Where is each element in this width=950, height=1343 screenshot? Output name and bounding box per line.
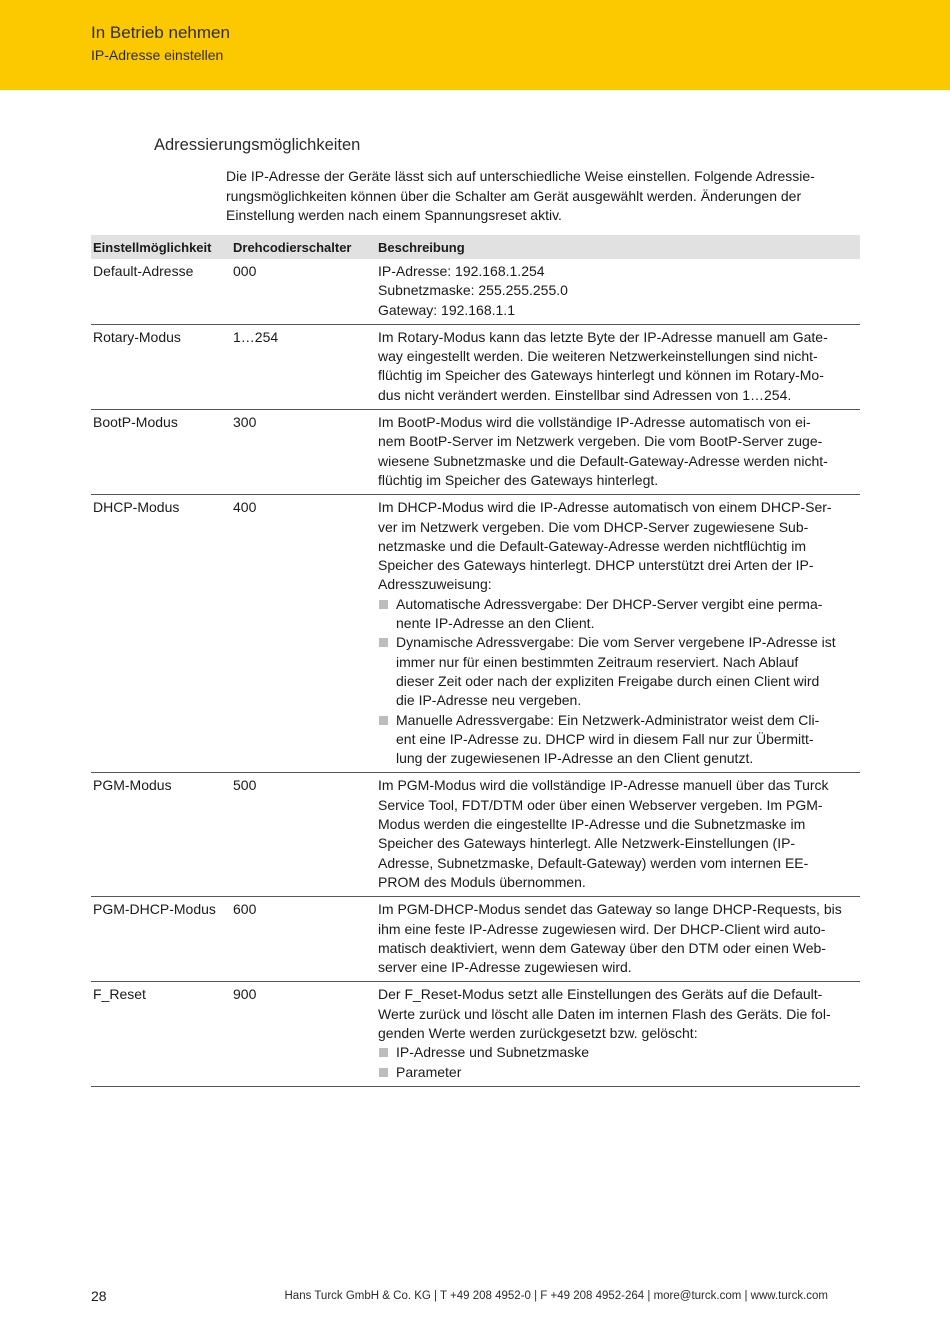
description-line: Service Tool, FDT/DTM oder über einen Webserver vergeben. Im PGM- bbox=[378, 796, 823, 813]
description-line: flüchtig im Speicher des Gateways hinterlegt. bbox=[378, 471, 659, 488]
bullet-text bbox=[396, 633, 836, 710]
description-line: Im DHCP-Modus wird die IP-Adresse automatisch von einem DHCP-Ser- bbox=[378, 499, 832, 516]
intro-paragraph bbox=[226, 167, 856, 226]
cell-mode: DHCP-Modus bbox=[93, 499, 180, 516]
bullet-line: lung der zugewiesenen IP-Adresse an den Client genutzt. bbox=[396, 750, 754, 767]
cell-switch: 600 bbox=[233, 901, 257, 918]
bullet-line: IP-Adresse und Subnetzmaske bbox=[396, 1044, 589, 1061]
header-switch: Drehcodierschalter bbox=[233, 239, 352, 255]
description-line: server eine IP-Adresse zugewiesen wird. bbox=[378, 959, 632, 976]
square-bullet-icon bbox=[379, 638, 388, 647]
bullet-text bbox=[396, 595, 822, 634]
cell-description bbox=[376, 985, 860, 1081]
cell-switch: 300 bbox=[233, 414, 257, 431]
bullet-line: immer nur für einen bestimmten Zeitraum reserviert. Nach Ablauf bbox=[396, 653, 799, 670]
bullet-line: die IP-Adresse neu vergeben. bbox=[396, 692, 582, 709]
square-bullet-icon bbox=[379, 600, 388, 609]
table-row bbox=[91, 982, 860, 1086]
description-line: Modus werden die eingestellte IP-Adresse und die Subnetzmaske im bbox=[378, 816, 806, 833]
table-row bbox=[91, 325, 860, 410]
chapter-subtitle: IP-Adresse einstellen bbox=[91, 47, 224, 63]
description-line: Adresszuweisung: bbox=[378, 576, 492, 593]
cell-description bbox=[376, 900, 860, 977]
table-row bbox=[91, 897, 860, 982]
table-header bbox=[91, 235, 860, 259]
description-line: Im BootP-Modus wird die vollständige IP-Adresse automatisch von ei- bbox=[378, 414, 811, 431]
cell-switch: 1…254 bbox=[233, 328, 279, 345]
description-line: nem BootP-Server im Netzwerk vergeben. Die vom BootP-Server zuge- bbox=[378, 433, 823, 450]
description-line: Speicher des Gateways hinterlegt. DHCP unterstützt drei Arten der IP- bbox=[378, 557, 814, 574]
description-line: Werte zurück und löscht alle Daten im internen Flash des Geräts. Die fol- bbox=[378, 1005, 831, 1022]
description-line: wiesene Subnetzmaske und die Default-Gateway-Adresse werden nicht- bbox=[378, 452, 828, 469]
cell-switch: 900 bbox=[233, 986, 257, 1003]
cell-description bbox=[376, 262, 860, 320]
bullet-text bbox=[396, 1063, 461, 1082]
table-row bbox=[91, 495, 860, 773]
footer-contact: Hans Turck GmbH & Co. KG | T +49 208 4952-0 | F +49 208 4952-264 | more@turck.com | www.turck.com bbox=[284, 1290, 828, 1302]
cell-mode: PGM-DHCP-Modus bbox=[93, 901, 216, 918]
description-line: Subnetzmaske: 255.255.255.0 bbox=[378, 282, 568, 299]
bullet-text bbox=[396, 1043, 589, 1062]
bullet-line: Dynamische Adressvergabe: Die vom Server vergebene IP-Adresse ist bbox=[396, 634, 836, 651]
description-line: dus nicht verändert werden. Einstellbar sind Adressen von 1…254. bbox=[378, 386, 792, 403]
description-line: way eingestellt werden. Die weiteren Netzwerkeinstellungen sind nicht- bbox=[378, 348, 818, 365]
table-body bbox=[91, 259, 860, 1087]
cell-mode: F_Reset bbox=[93, 986, 146, 1003]
cell-description bbox=[376, 498, 860, 768]
bullet-line: ent eine IP-Adresse zu. DHCP wird in diesem Fall nur zur Übermitt- bbox=[396, 730, 814, 747]
bullet-line: dieser Zeit oder nach der expliziten Freigabe durch einen Client wird bbox=[396, 672, 820, 689]
cell-mode: Rotary-Modus bbox=[93, 328, 181, 345]
description-line: IP-Adresse: 192.168.1.254 bbox=[378, 263, 545, 279]
intro-line: Einstellung werden nach einem Spannungsreset aktiv. bbox=[226, 207, 562, 223]
square-bullet-icon bbox=[379, 716, 388, 725]
cell-mode: PGM-Modus bbox=[93, 777, 172, 794]
description-line: Adresse, Subnetzmaske, Default-Gateway) werden vom internen EE- bbox=[378, 854, 809, 871]
description-line: Im PGM-DHCP-Modus sendet das Gateway so lange DHCP-Requests, bis bbox=[378, 901, 842, 918]
square-bullet-icon bbox=[379, 1068, 388, 1077]
description-line: PROM des Moduls übernommen. bbox=[378, 873, 586, 890]
description-line: Im PGM-Modus wird die vollständige IP-Adresse manuell über das Turck bbox=[378, 777, 829, 794]
table-row bbox=[91, 410, 860, 495]
cell-description bbox=[376, 776, 860, 892]
description-line: flüchtig im Speicher des Gateways hinterlegt und können im Rotary-Mo- bbox=[378, 367, 824, 384]
section-title: Adressierungsmöglichkeiten bbox=[154, 136, 361, 154]
description-line: Im Rotary-Modus kann das letzte Byte der IP-Adresse manuell am Gate- bbox=[378, 328, 828, 345]
header-mode: Einstellmöglichkeit bbox=[93, 239, 212, 255]
bullet-item bbox=[378, 595, 860, 634]
bullet-item bbox=[378, 711, 860, 769]
description-line: Der F_Reset-Modus setzt alle Einstellungen des Geräts auf die Default- bbox=[378, 986, 823, 1003]
description-line: ver im Netzwerk vergeben. Die vom DHCP-Server zugewiesene Sub- bbox=[378, 518, 809, 535]
table-row bbox=[91, 259, 860, 325]
table-row bbox=[91, 773, 860, 897]
square-bullet-icon bbox=[379, 1048, 388, 1057]
cell-switch: 400 bbox=[233, 499, 257, 516]
header-description: Beschreibung bbox=[378, 239, 465, 255]
bullet-line: Manuelle Adressvergabe: Ein Netzwerk-Administrator weist dem Cli- bbox=[396, 711, 820, 728]
header-band bbox=[0, 0, 950, 90]
cell-mode: BootP-Modus bbox=[93, 414, 178, 431]
cell-mode: Default-Adresse bbox=[93, 263, 194, 279]
cell-switch: 000 bbox=[233, 263, 257, 279]
page-number: 28 bbox=[91, 1288, 107, 1304]
addressing-table bbox=[91, 235, 860, 1087]
description-line: netzmaske und die Default-Gateway-Adresse werden nichtflüchtig im bbox=[378, 537, 806, 554]
intro-line: rungsmöglichkeiten können über die Schalter am Gerät ausgewählt werden. Änderungen der bbox=[226, 187, 802, 204]
bullet-line: Automatische Adressvergabe: Der DHCP-Server vergibt eine perma- bbox=[396, 595, 823, 612]
bullet-line: nente IP-Adresse an den Client. bbox=[396, 615, 595, 632]
cell-description bbox=[376, 413, 860, 490]
cell-description bbox=[376, 328, 860, 405]
cell-switch: 500 bbox=[233, 777, 257, 794]
bullet-text bbox=[396, 711, 819, 769]
description-line: genden Werte werden zurückgesetzt bzw. gelöscht: bbox=[378, 1024, 698, 1041]
bullet-item bbox=[378, 1063, 860, 1082]
bullet-item bbox=[378, 633, 860, 710]
description-line: ihm eine feste IP-Adresse zugewiesen wird. Der DHCP-Client wird auto- bbox=[378, 920, 826, 937]
description-line: matisch deaktiviert, wenn dem Gateway über den DTM oder einen Web- bbox=[378, 939, 826, 956]
description-line: Gateway: 192.168.1.1 bbox=[378, 301, 515, 318]
bullet-item bbox=[378, 1043, 860, 1062]
chapter-title: In Betrieb nehmen bbox=[91, 23, 230, 42]
description-line: Speicher des Gateways hinterlegt. Alle Netzwerk-Einstellungen (IP- bbox=[378, 835, 796, 852]
bullet-line: Parameter bbox=[396, 1063, 462, 1080]
intro-line: Die IP-Adresse der Geräte lässt sich auf unterschiedliche Weise einstellen. Folgende Adressie- bbox=[226, 168, 815, 184]
